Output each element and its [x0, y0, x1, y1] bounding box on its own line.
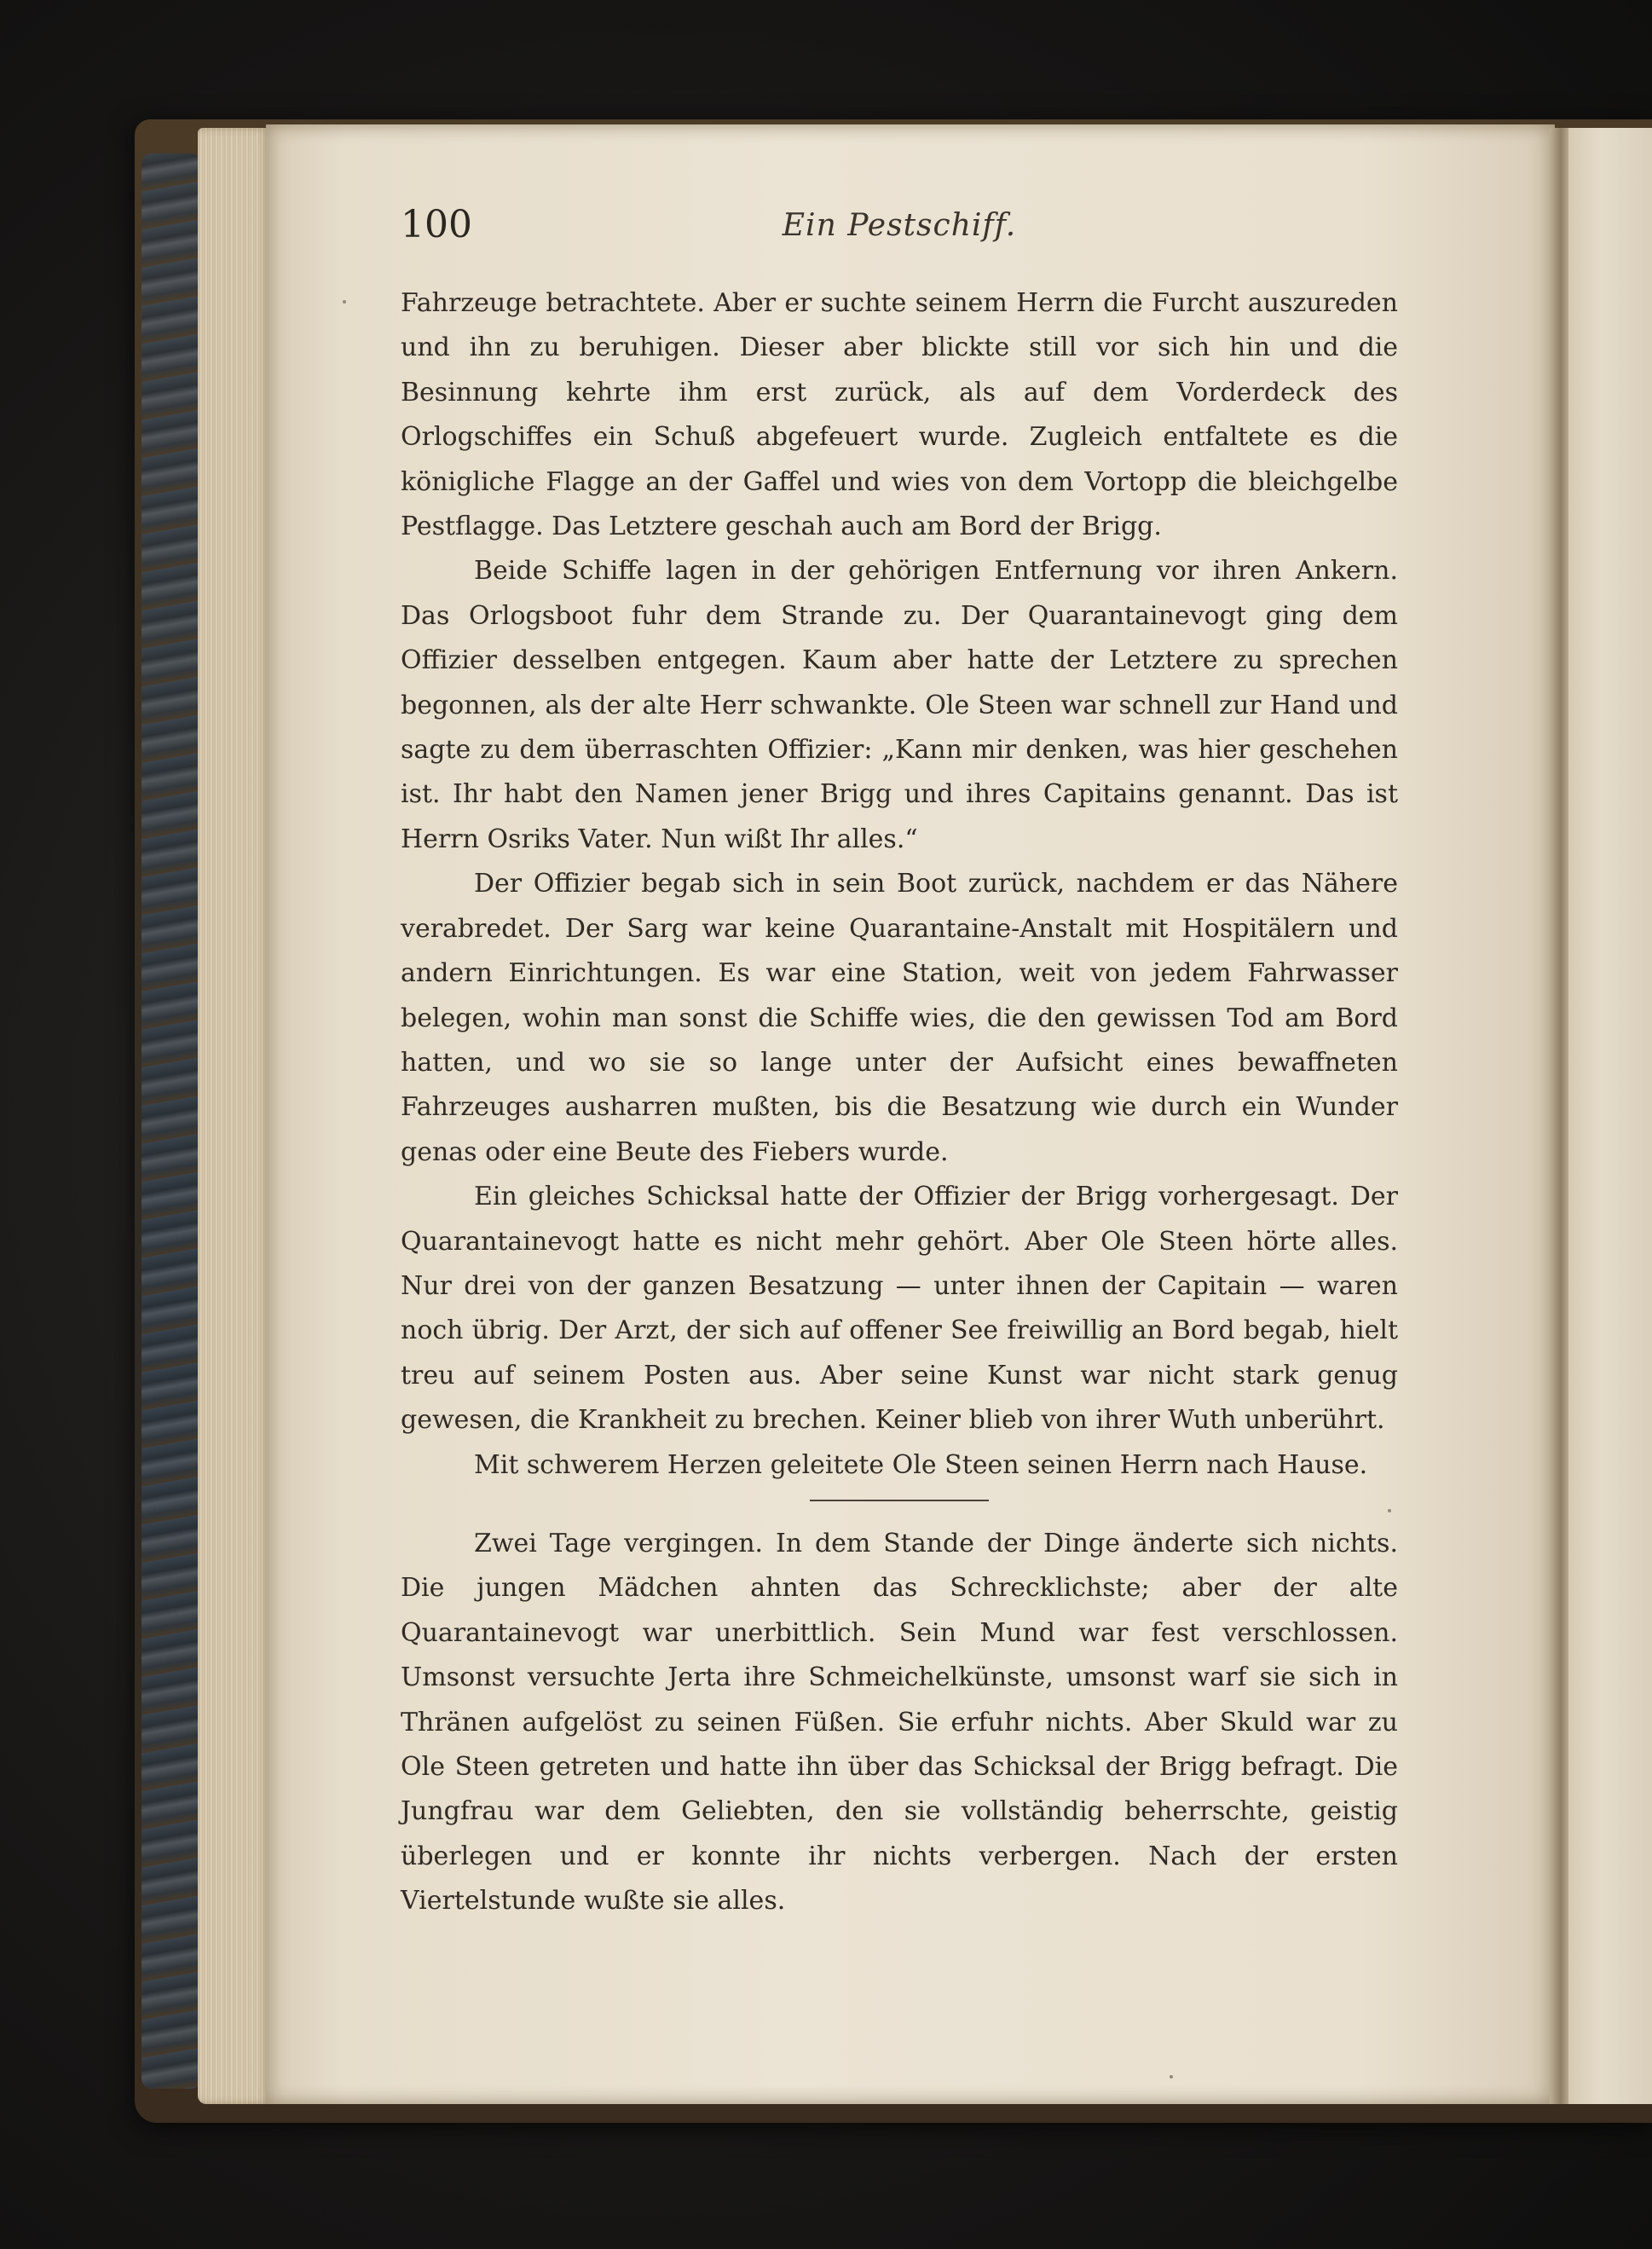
page-number: 100	[401, 203, 472, 246]
body-text	[401, 281, 1398, 1924]
paragraph-4: Ein gleiches Schicksal hatte der Offizier der Brigg vorhergesagt. Der Quarantainevogt hatte es nicht mehr gehört. Aber Ole Steen hörte alles. Nur drei von der ganzen Besatzung — unter ihnen der Capitain — waren noch übrig. Der Arzt, der sich auf offener See freiwillig an Bord begab, hielt treu auf seinem Posten aus. Aber seine Kunst war nicht stark genug gewesen, die Krankheit zu brechen. Keiner blieb von ihrer Wuth unberührt.	[401, 1182, 1398, 1436]
paper-speck	[1170, 2075, 1173, 2078]
page-edges-stack	[198, 128, 271, 2104]
paragraph-6: Zwei Tage vergingen. In dem Stande der Dinge änderte sich nichts. Die jungen Mädchen ahnten das Schrecklichste; aber der alte Quarantainevogt war unerbittlich. Sein Mund war fest verschlossen. Umsonst versuchte Jerta ihre Schmeichelkünste, umsonst warf sie sich in Thränen aufgelöst zu seinen Füßen. Sie erfuhr nichts. Aber Skuld war zu Ole Steen getreten und hatte ihn über das Schicksal der Brigg befragt. Die Jungfrau war dem Geliebten, den sie vollständig beherrschte, geistig überlegen und er konnte ihr nichts verbergen. Nach der ersten Viertelstunde wußte sie alles.	[401, 1528, 1398, 1917]
paragraph-2: Beide Schiffe lagen in der gehörigen Entfernung vor ihren Ankern. Das Orlogsboot fuhr dem Strande zu. Der Quarantainevogt ging dem Offizier desselben entgegen. Kaum aber hatte der Letztere zu sprechen begonnen, als der alte Herr schwankte. Ole Steen war schnell zur Hand und sagte zu dem überraschten Offizier: „Kann mir denken, was hier geschehen ist. Ihr habt den Namen jener Brigg und ihres Capitains genannt. Das ist Herrn Osriks Vater. Nun wißt Ihr alles.“	[401, 556, 1398, 854]
paragraph-3: Der Offizier begab sich in sein Boot zurück, nachdem er das Nähere verabredet. Der Sarg war keine Quarantaine-Anstalt mit Hospitälern und andern Einrichtungen. Es war eine Station, weit von jedem Fahrwasser belegen, wohin man sonst die Schiffe wies, die den gewissen Tod am Bord hatten, und wo sie so lange unter der Aufsicht eines bewaffneten Fahrzeuges ausharren mußten, bis die Besatzung wie durch ein Wunder genas oder eine Beute des Fiebers wurde.	[401, 869, 1398, 1167]
paragraph-5: Mit schwerem Herzen geleitete Ole Steen seinen Herrn nach Hause.	[474, 1449, 1368, 1480]
marbled-cover-edge	[142, 153, 201, 2089]
paper-speck	[343, 300, 346, 304]
facing-page-edge	[1568, 128, 1652, 2104]
page-header	[401, 203, 1398, 263]
running-title: Ein Pestschiff.	[782, 208, 1017, 243]
paragraph-1: Fahrzeuge betrachtete. Aber er suchte seinem Herrn die Furcht auszureden und ihn zu beruhigen. Dieser aber blickte still vor sich hin und die Besinnung kehrte ihm erst zurück, als auf dem Vorderdeck des Orlogschiffes ein Schuß abgefeuert wurde. Zugleich entfaltete es die königliche Flagge an der Gaffel und wies von dem Vortopp die bleichgelbe Pestflagge. Das Letztere geschah auch am Bord der Brigg.	[401, 288, 1398, 542]
paper-speck	[1388, 1509, 1391, 1512]
section-separator	[810, 1500, 989, 1501]
